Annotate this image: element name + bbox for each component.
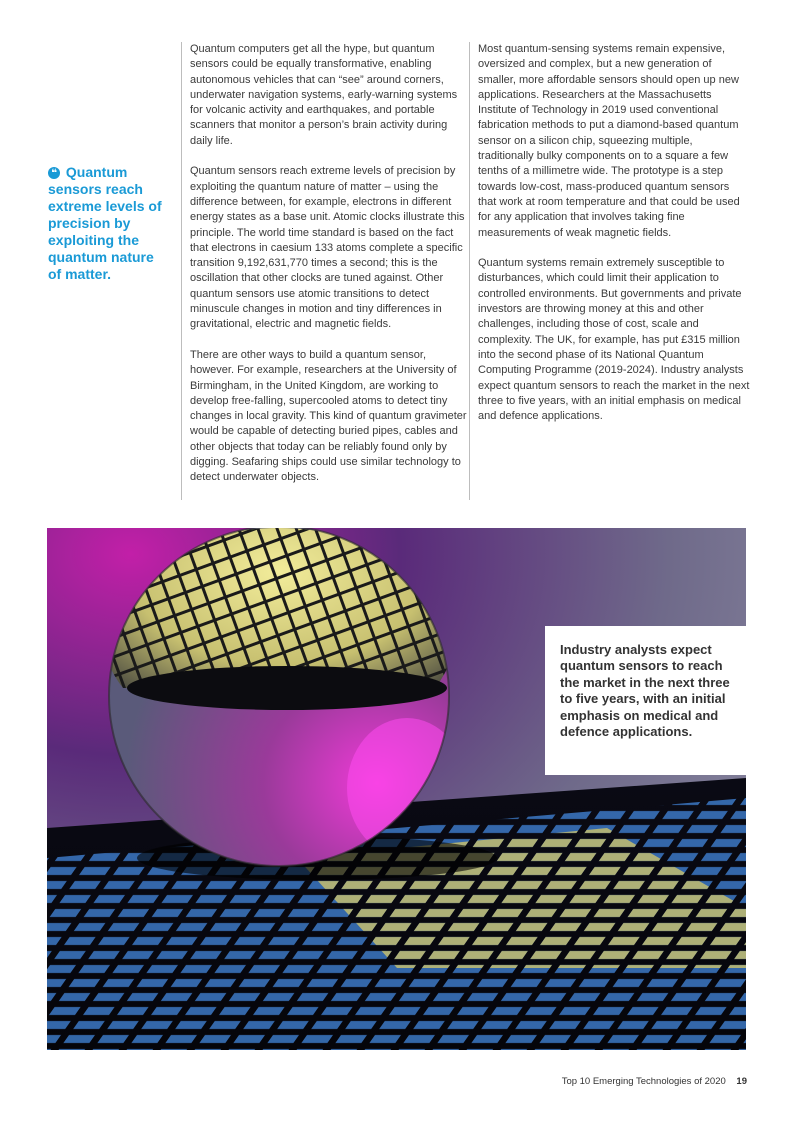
pull-quote	[48, 164, 168, 283]
body-column-right	[469, 42, 750, 500]
paragraph: Quantum sensors reach extreme levels of precision by exploiting the quantum nature of matter – using the difference between, for example, electrons in different energy states as a base unit. Atomic clocks illustrate this principle. The world time standard is based on the fact that electrons in caesium 133 atoms complete a specific transition 9,192,631,770 times a second; this is the oscillation that other clocks are tuned against. Other quantum sensors use atomic transitions to detect minuscule changes in motion and tiny differences in gravitational, electric and magnetic fields.	[190, 165, 465, 331]
page-footer	[562, 1076, 747, 1087]
body-column-left	[181, 42, 468, 500]
quote-icon: ❝	[48, 167, 60, 179]
crystal-ball-photo	[47, 528, 746, 1050]
footer-title: Top 10 Emerging Technologies of 2020	[561, 1076, 726, 1087]
paragraph: Quantum systems remain extremely susceptible to disturbances, which could limit their application to controlled environments. But governments and private investors are throwing money at this and other challenges, including those of cost, scale and complexity. The UK, for example, has put £315 million into the second phase of its National Quantum Computing Programme (2019-2024). Industry analysts expect quantum sensors to reach the market in the next three to five years, with an initial emphasis on medical and defence applications.	[478, 257, 750, 423]
paragraph: There are other ways to build a quantum sensor, however. For example, researchers at the University of Birmingham, in the United Kingdom, are working to develop free-falling, supercooled atoms to detect tiny changes in local gravity. This kind of quantum gravimeter would be capable of detecting buried pipes, cables and other objects that today can be reliably found only by digging. Seafaring ships could use similar technology to detect underwater objects.	[190, 348, 467, 484]
page-number: 19	[736, 1076, 747, 1087]
paragraph: Quantum computers get all the hype, but quantum sensors could be equally transformative, enabling autonomous vehicles that can “see” around corners, underwater navigation systems, early-warning systems for volcanic activity and earthquakes, and portable scanners that monitor a person’s brain activity during daily life.	[190, 43, 458, 147]
paragraph: Most quantum-sensing systems remain expensive, oversized and complex, but a new generation of smaller, more affordable sensors should open up new applications. Researchers at the Massachusetts Institute of Technology in 2019 used conventional fabrication methods to put a diamond-based quantum sensor on a silicon chip, squeezing multiple, traditionally bulky components on to a square a few tenths of a millimetre wide. The prototype is a step towards low-cost, mass-produced quantum sensors that work at room temperature and that could be used for any application that involves taking fine measurements of weak magnetic fields.	[478, 43, 740, 239]
callout-text: Industry analysts expect quantum sensors to reach the market in the next three to five years, with an initial emphasis on medical and defence applications.	[560, 642, 730, 740]
pull-quote-text: Quantum sensors reach extreme levels of precision by exploiting the quantum nature of matter.	[48, 164, 162, 282]
callout-box	[545, 626, 746, 775]
crystal-ball-illustration	[47, 528, 746, 1050]
